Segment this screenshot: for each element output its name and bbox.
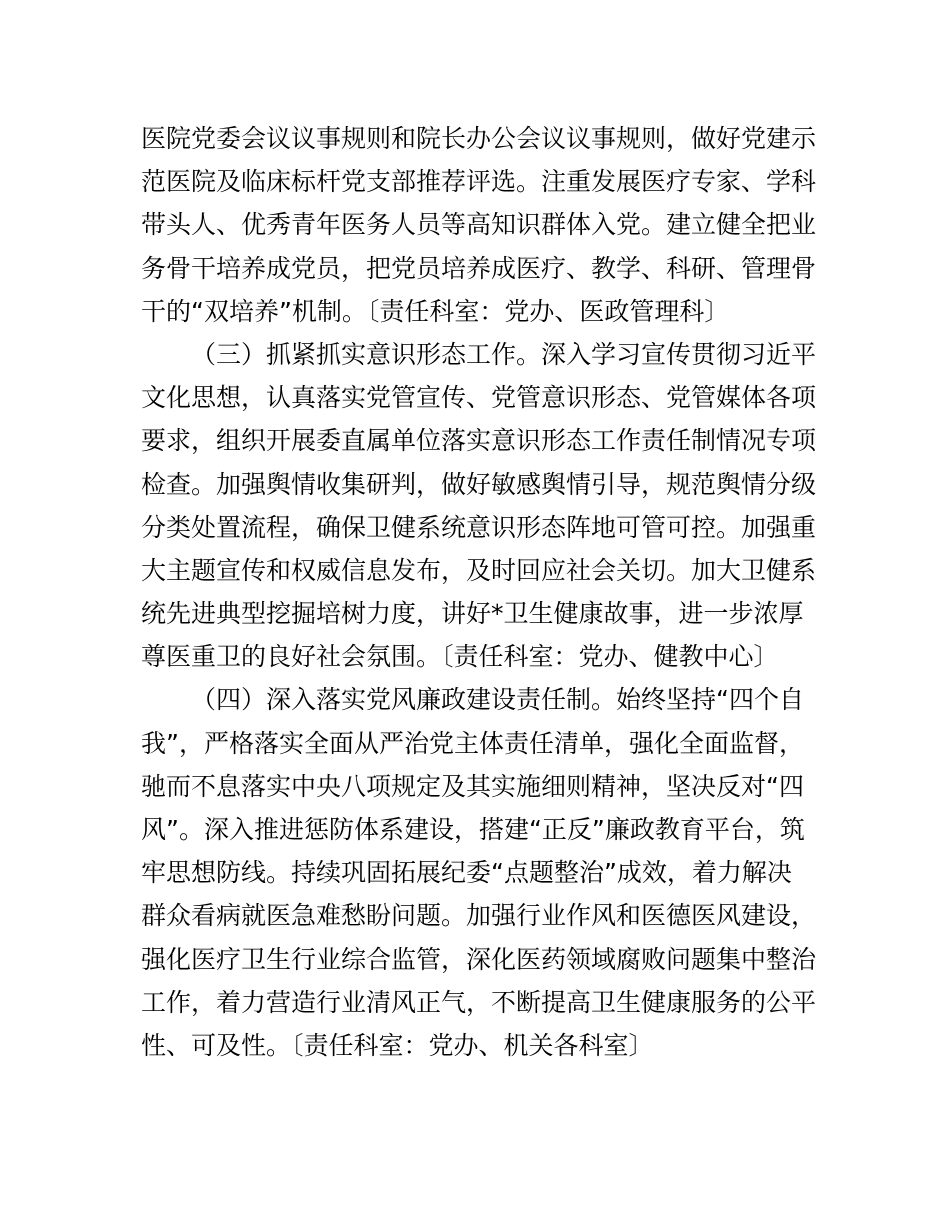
text-line: 带头人、优秀青年医务人员等高知识群体入党。建立健全把业 <box>141 210 817 240</box>
text-line: 要求，组织开展委直属单位落实意识形态工作责任制情况专项 <box>141 426 817 456</box>
paragraph-party-building-rules <box>141 117 821 333</box>
text-line: 范医院及临床标杆党支部推荐评选。注重发展医疗专家、学科 <box>141 167 817 197</box>
text-line: 文化思想，认真落实党管宣传、党管意识形态、党管媒体各项 <box>141 383 817 413</box>
text-line: 我”，严格落实全面从严治党主体责任清单，强化全面监督， <box>141 728 804 758</box>
text-line: 分类处置流程，确保卫健系统意识形态阵地可管可控。加强重 <box>141 512 817 542</box>
document-body <box>141 117 821 1067</box>
text-line: 牢思想防线。持续巩固拓展纪委“点题整治”成效，着力解决 <box>141 858 792 888</box>
text-line: 尊医重卫的良好社会氛围。〔责任科室：党办、健教中心〕 <box>141 642 779 672</box>
text-line: 统先进典型挖掘培树力度，讲好*卫生健康故事，进一步浓厚 <box>141 599 804 629</box>
text-line: 工作，着力营造行业清风正气，不断提高卫生健康服务的公平 <box>141 987 817 1017</box>
text-line: 风”。深入推进惩防体系建设，搭建“正反”廉政教育平台，筑 <box>141 815 805 844</box>
text-line: 强化医疗卫生行业综合监管，深化医药领域腐败问题集中整治 <box>141 944 817 974</box>
text-line: （四）深入落实党风廉政建设责任制。始终坚持“四个自 <box>191 685 804 715</box>
text-line: 大主题宣传和权威信息发布，及时回应社会关切。加大卫健系 <box>141 555 817 585</box>
text-line: 群众看病就医急难愁盼问题。加强行业作风和医德医风建设， <box>141 901 817 931</box>
text-line: 医院党委会议议事规则和院长办公会议议事规则，做好党建示 <box>141 124 817 153</box>
text-line: 务骨干培养成党员，把党员培养成医疗、教学、科研、管理骨 <box>141 253 817 283</box>
text-line: 干的“双培养”机制。〔责任科室：党办、医政管理科〕 <box>141 296 730 326</box>
paragraph-ideology-work <box>141 333 821 679</box>
paragraph-integrity-responsibility <box>141 678 821 1067</box>
text-line: 驰而不息落实中央八项规定及其实施细则精神，坚决反对“四 <box>141 771 804 801</box>
text-line: 检查。加强舆情收集研判，做好敏感舆情引导，规范舆情分级 <box>141 469 817 499</box>
text-line: （三）抓紧抓实意识形态工作。深入学习宣传贯彻习近平 <box>191 339 817 369</box>
text-line: 性、可及性。〔责任科室：党办、机关各科室〕 <box>141 1030 654 1060</box>
